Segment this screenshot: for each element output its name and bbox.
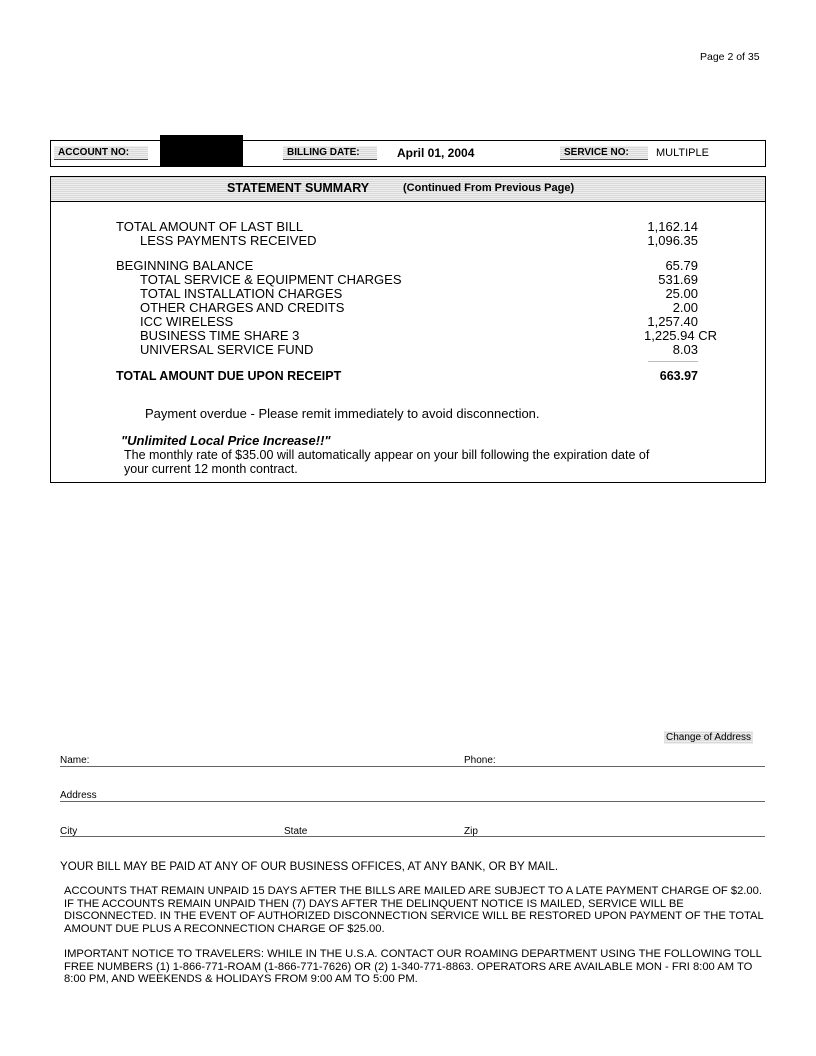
change-of-address-title: Change of Address [666, 732, 752, 743]
promo-title: "Unlimited Local Price Increase!!" [121, 433, 331, 448]
overdue-message: Payment overdue - Please remit immediately to avoid disconnection. [145, 406, 540, 421]
promo-text-line2: your current 12 month contract. [124, 462, 298, 476]
payments-amount: 1,096.35 [647, 233, 698, 248]
charge-label: ICC WIRELESS [140, 314, 234, 329]
payments-label: LESS PAYMENTS RECEIVED [140, 233, 317, 248]
address-field-line[interactable] [60, 801, 765, 802]
charge-amount: 1,257.40 [647, 314, 698, 329]
page-number: Page 2 of 35 [700, 51, 760, 63]
charge-amount: 1,225.94 CR [644, 328, 717, 343]
charge-amount: 25.00 [665, 286, 698, 301]
address-label: Address [60, 790, 97, 801]
summary-title-bar [51, 177, 765, 202]
charge-label: TOTAL INSTALLATION CHARGES [140, 286, 343, 301]
total-due-amount: 663.97 [659, 369, 698, 383]
summary-title: STATEMENT SUMMARY [227, 181, 370, 195]
total-due-label: TOTAL AMOUNT DUE UPON RECEIPT [116, 369, 342, 383]
service-no-value: MULTIPLE [656, 147, 709, 159]
charge-amount: 8.03 [672, 342, 698, 357]
charge-label: OTHER CHARGES AND CREDITS [140, 300, 345, 315]
payment-locations-notice: YOUR BILL MAY BE PAID AT ANY OF OUR BUSINESS OFFICES, AT ANY BANK, OR BY MAIL. [60, 860, 559, 873]
late-payment-notice: ACCOUNTS THAT REMAIN UNPAID 15 DAYS AFTER THE BILLS ARE MAILED ARE SUBJECT TO A LATE PAYMENT CHARGE OF $2.00. IF THE ACCOUNTS REMAIN UNPAID THEN (7) DAYS AFTER THE DELINQUENT NOTICE IS MAILED, SERVICE WILL BE DISCONNECTED. IN THE EVENT OF AUTHORIZED DISCONNECTION SERVICE WILL BE RESTORED UPON PAYMENT OF THE TOTAL AMOUNT DUE PLUS A RECONNECTION CHARGE OF $25.00. [64, 885, 764, 935]
travelers-notice: IMPORTANT NOTICE TO TRAVELERS: WHILE IN THE U.S.A. CONTACT OUR ROAMING DEPARTMENT USING THE FOLLOWING TOLL FREE NUMBERS (1) 1-866-771-ROAM (1-866-771-7626) OR (2) 1-340-771-8863. OPERATORS ARE AVAILABLE MON - FRI 8:00 AM TO 8:00 PM, AND WEEKENDS & HOLIDAYS FROM 9:00 AM TO 5:00 PM. [64, 948, 762, 985]
charge-label: BUSINESS TIME SHARE 3 [140, 328, 300, 343]
account-no-redacted [160, 135, 243, 166]
service-no-label: SERVICE NO: [560, 146, 648, 160]
phone-label: Phone: [464, 755, 496, 766]
state-label: State [284, 826, 308, 837]
last-bill-amount: 1,162.14 [647, 219, 698, 234]
account-no-label: ACCOUNT NO: [54, 146, 148, 160]
name-field-line[interactable] [60, 766, 765, 767]
last-bill-label: TOTAL AMOUNT OF LAST BILL [116, 219, 304, 234]
total-rule [648, 361, 698, 362]
account-header-bar [50, 140, 766, 167]
charge-amount: 2.00 [672, 300, 698, 315]
summary-continued-note: (Continued From Previous Page) [403, 182, 575, 194]
city-label: City [60, 826, 78, 837]
billing-date-value: April 01, 2004 [397, 146, 475, 160]
charge-label: UNIVERSAL SERVICE FUND [140, 342, 314, 357]
city-state-zip-field-line[interactable] [60, 836, 765, 837]
beginning-balance-label: BEGINNING BALANCE [116, 258, 254, 273]
name-label: Name: [60, 755, 90, 766]
statement-summary-box [50, 176, 766, 483]
billing-date-label: BILLING DATE: [283, 146, 377, 160]
promo-text-line1: The monthly rate of $35.00 will automatically appear on your bill following the expiration date of [124, 448, 650, 462]
zip-label: Zip [464, 826, 478, 837]
charge-label: TOTAL SERVICE & EQUIPMENT CHARGES [140, 272, 402, 287]
charge-amount: 531.69 [658, 272, 698, 287]
beginning-balance-amount: 65.79 [665, 258, 698, 273]
